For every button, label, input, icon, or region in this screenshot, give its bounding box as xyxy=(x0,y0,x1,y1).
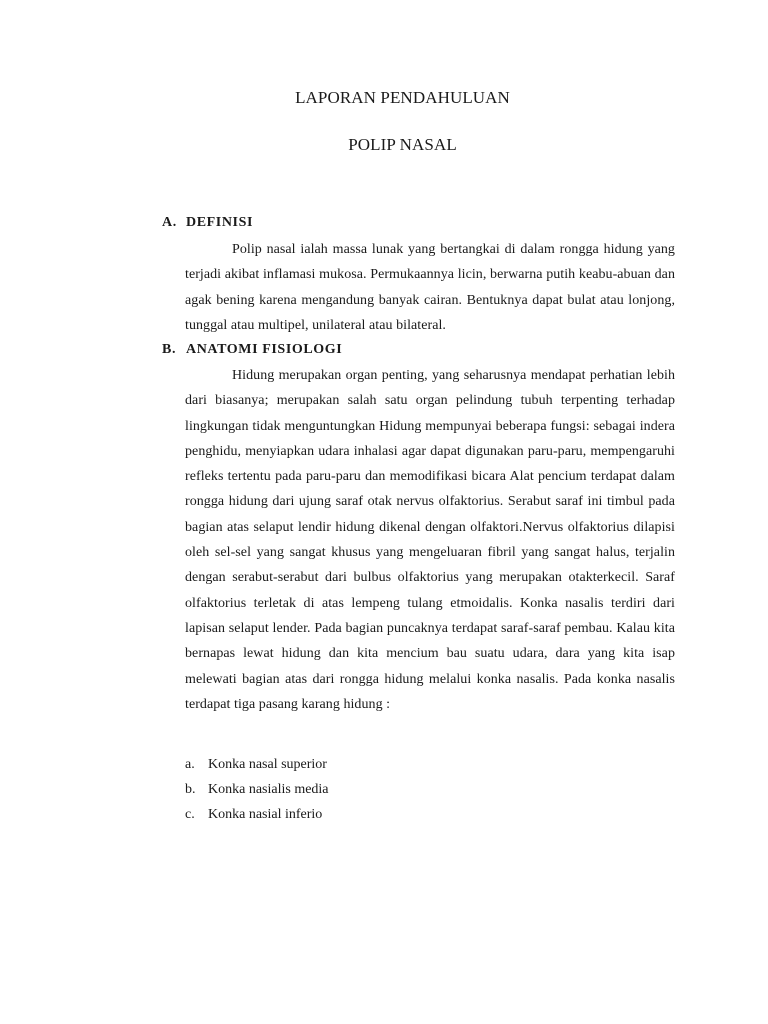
list-item-text: Konka nasialis media xyxy=(208,782,329,797)
page-subtitle: POLIP NASAL xyxy=(348,135,457,154)
paragraph-definisi: Polip nasal ialah massa lunak yang bertangkai di dalam rongga hidung yang terjadi akibat inflamasi mukosa. Permukaannya licin, berwarna putih keabu-abuan dan agak bening karena mengandung banyak cairan. Bentuknya dapat bulat atau lonjong, tunggal atau multipel, unilateral atau bilateral. xyxy=(185,242,675,333)
list-item-text: Konka nasal superior xyxy=(208,757,327,772)
section-heading-text: DEFINISI xyxy=(186,215,254,230)
section-marker: A. xyxy=(162,215,177,230)
list-item-letter: b. xyxy=(185,782,196,797)
list-item-letter: a. xyxy=(185,757,195,772)
konka-list xyxy=(185,755,329,830)
section-heading-text: ANATOMI FISIOLOGI xyxy=(186,342,343,357)
list-item-letter: c. xyxy=(185,807,195,822)
list-item xyxy=(185,780,329,805)
section-heading-anatomi-fisiologi xyxy=(162,342,342,358)
list-item-text: Konka nasial inferio xyxy=(208,807,323,822)
list-item xyxy=(185,755,329,780)
page-title: LAPORAN PENDAHULUAN xyxy=(295,88,510,107)
section-marker: B. xyxy=(162,342,177,357)
paragraph-anatomi-fisiologi: Hidung merupakan organ penting, yang seharusnya mendapat perhatian lebih dari biasanya; merupakan salah satu organ pelindung tubuh terpenting terhadap lingkungan tidak menguntungkan Hidung mempunyai beberapa fungsi: sebagai indera penghidu, menyiapkan udara inhalasi agar dapat digunakan paru-paru, mempengaruhi refleks tertentu pada paru-paru dan memodifikasi bicara Alat pencium terdapat dalam rongga hidung dari ujung saraf otak nervus olfaktorius. Serabut saraf ini timbul pada bagian atas selaput lendir hidung dikenal dengan olfaktori.Nervus olfaktorius dilapisi oleh sel-sel yang sangat khusus yang mengeluaran fibril yang sangat halus, terjalin dengan serabut-serabut dari bulbus olfaktorius yang merupakan otakterkecil. Saraf olfaktorius terletak di atas lempeng tulang etmoidalis. Konka nasalis terdiri dari lapisan selaput lender. Pada bagian puncaknya terdapat saraf-saraf pembau. Kalau kita bernapas lewat hidung dan kita mencium bau suatu udara, dara yang kita isap melewati bagian atas dari rongga hidung melalui konka nasalis. Pada konka nasalis terdapat tiga pasang karang hidung : xyxy=(185,368,675,712)
list-item xyxy=(185,805,329,830)
section-heading-definisi xyxy=(162,215,253,231)
